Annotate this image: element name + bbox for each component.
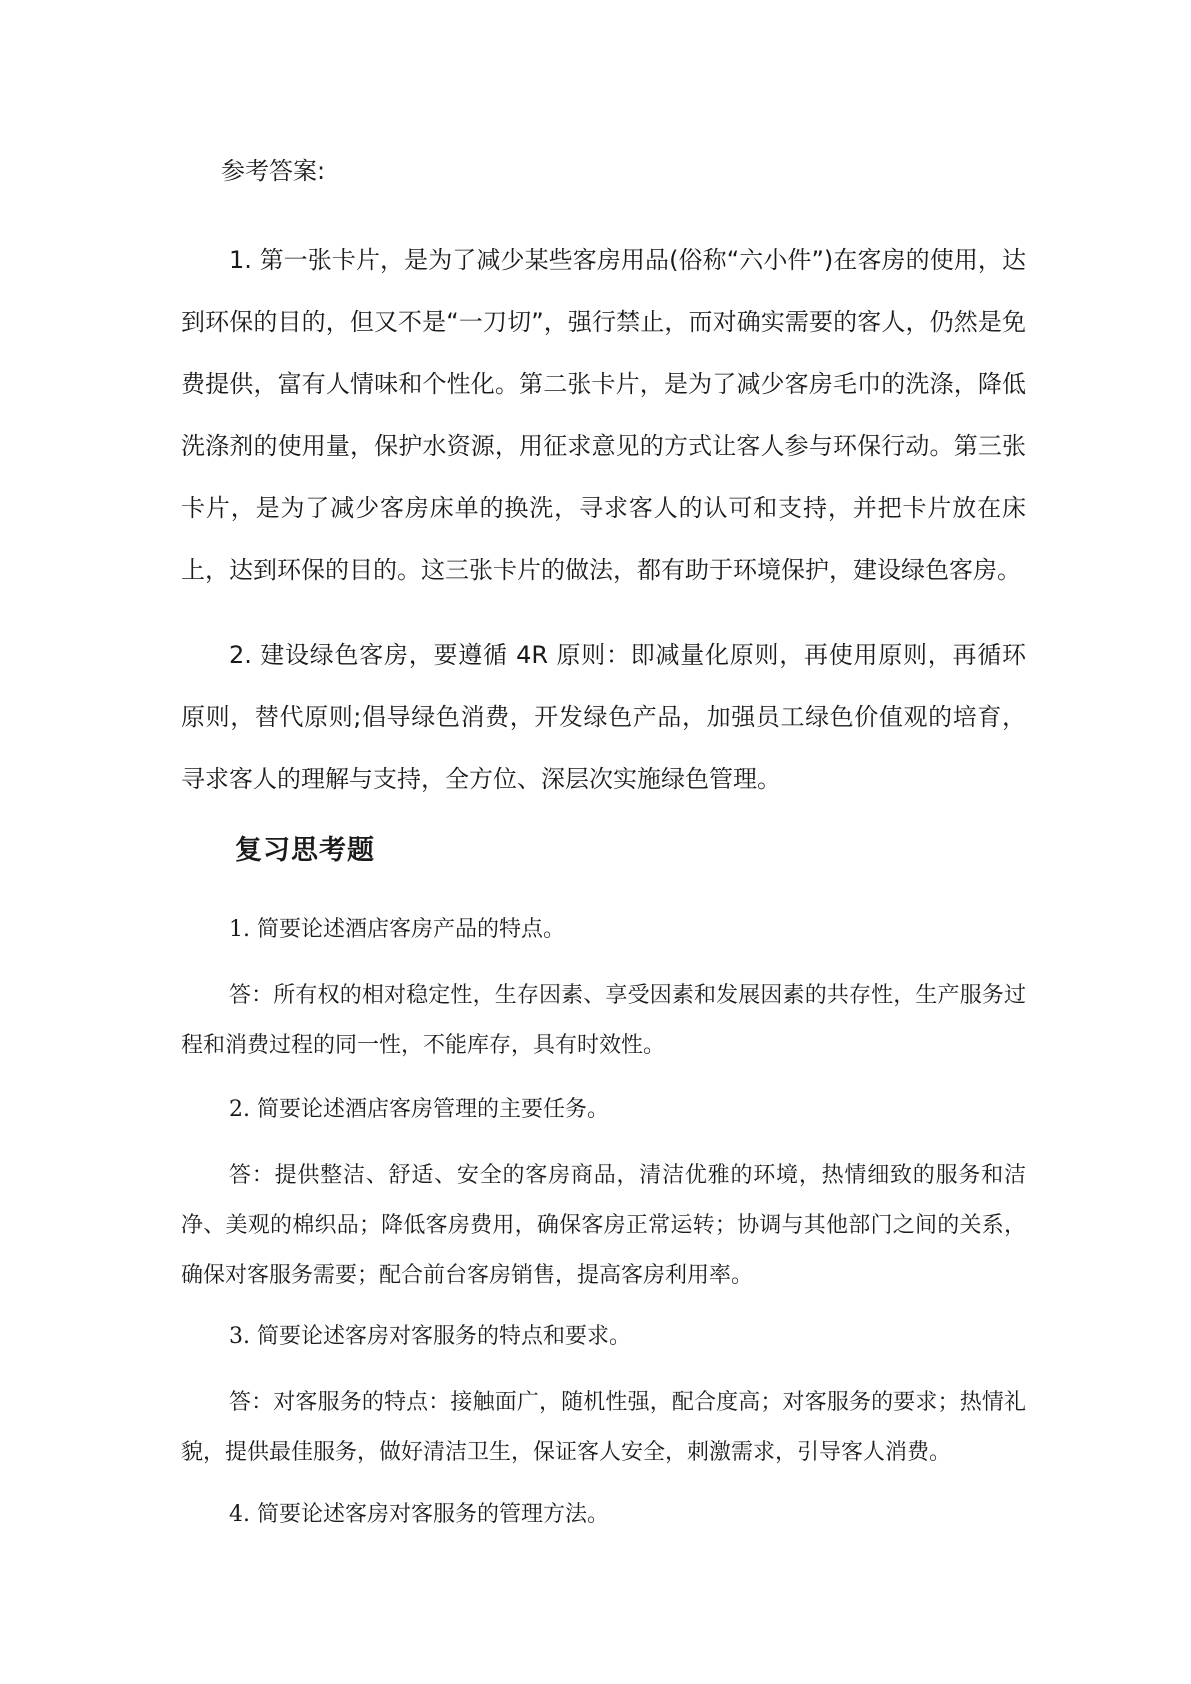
answer-1: 答：所有权的相对稳定性，生存因素、享受因素和发展因素的共存性，生产服务过程和消费过程的同一性，不能库存，具有时效性。 — [181, 983, 1026, 1058]
answer-2: 答：提供整洁、舒适、安全的客房商品，清洁优雅的环境，热情细致的服务和洁净、美观的棉织品；降低客房费用，确保客房正常运转；协调与其他部门之间的关系，确保对客服务需要；配合前台客房销售，提高客房利用率。 — [181, 1163, 1026, 1288]
answer-3: 答：对客服务的特点：接触面广，随机性强，配合度高；对客服务的要求；热情礼貌，提供最佳服务，做好清洁卫生，保证客人安全，刺激需求，引导客人消费。 — [181, 1390, 1026, 1465]
answer-heading: 参考答案: — [221, 157, 326, 185]
question-3: 3. 简要论述客房对客服务的特点和要求。 — [229, 1324, 631, 1349]
question-4: 4. 简要论述客房对客服务的管理方法。 — [229, 1502, 609, 1527]
question-2: 2. 简要论述酒店客房管理的主要任务。 — [229, 1097, 609, 1122]
question-1: 1. 简要论述酒店客房产品的特点。 — [229, 917, 565, 942]
answer-item-2: 2. 建设绿色客房，要遵循 4R 原则：即减量化原则，再使用原则，再循环原则，替代原则;倡导绿色消费，开发绿色产品，加强员工绿色价值观的培育，寻求客人的理解与支持，全方位、深层次实施绿色管理。 — [181, 641, 1026, 793]
answer-item-1: 1. 第一张卡片，是为了减少某些客房用品(俗称“六小件”)在客房的使用，达到环保的目的，但又不是“一刀切”，强行禁止，而对确实需要的客人，仍然是免费提供，富有人情味和个性化。第二张卡片，是为了减少客房毛巾的洗涤，降低洗涤剂的使用量，保护水资源，用征求意见的方式让客人参与环保行动。第三张卡片，是为了减少客房床单的换洗，寻求客人的认可和支持，并把卡片放在床上，达到环保的目的。这三张卡片的做法，都有助于环境保护，建设绿色客房。 — [181, 246, 1026, 584]
section-title: 复习思考题 — [235, 835, 375, 866]
